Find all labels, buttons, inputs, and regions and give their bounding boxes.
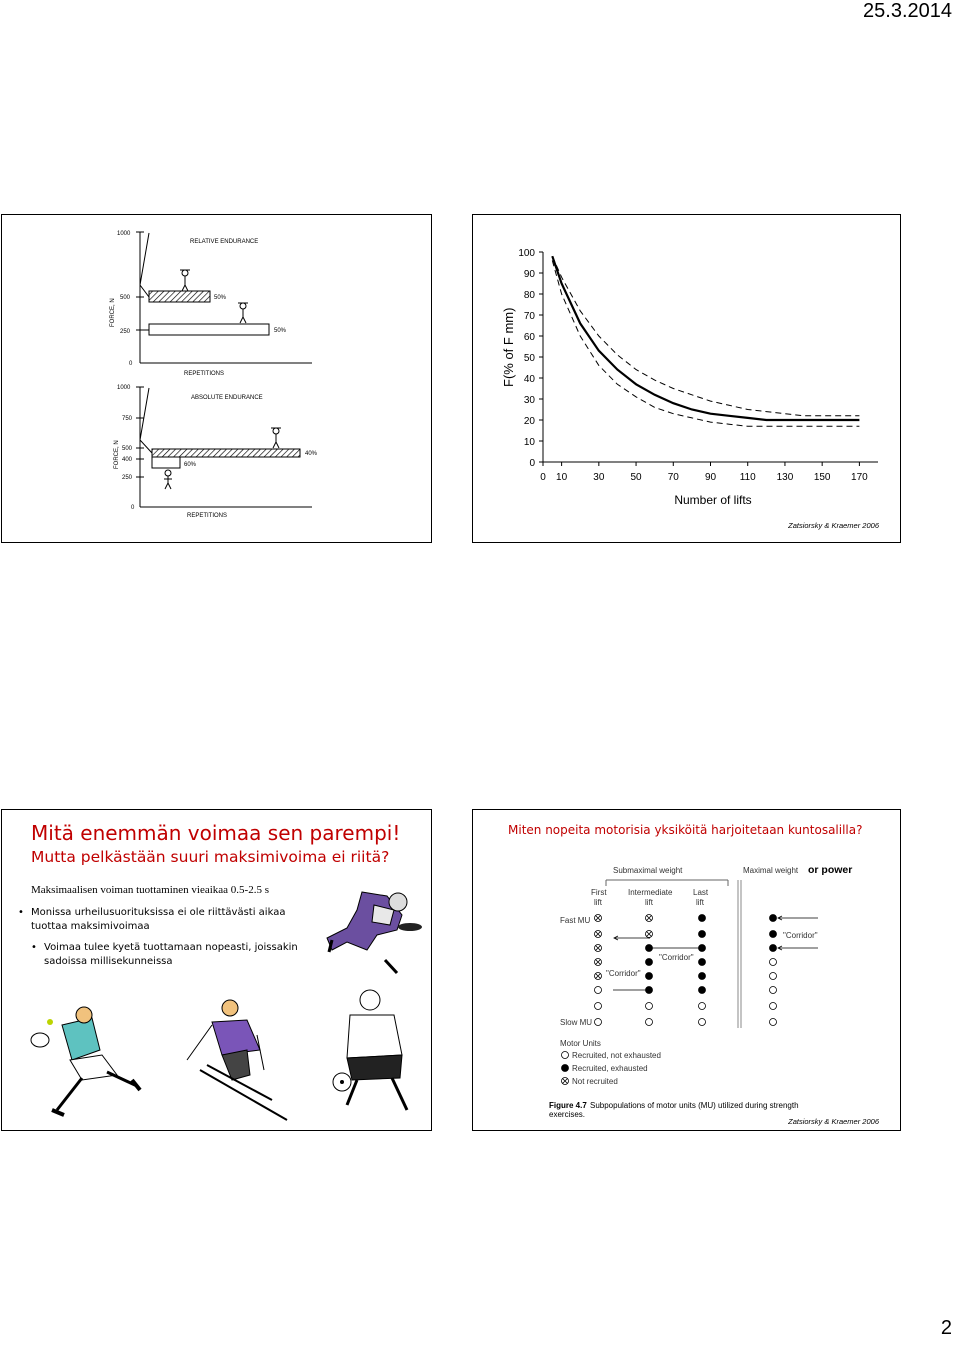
header-date: 25.3.2014 (863, 0, 952, 22)
abs-hatched-bar (152, 449, 300, 457)
rel-bar-label-2: 50% (274, 328, 287, 334)
slide3-intro: Maksimaalisen voiman tuottaminen vieaikaa 0.5-2.5 s (31, 884, 269, 896)
slide4-credit: Zatsiorsky & Kraemer 2006 (788, 1117, 879, 1126)
abs-tick-750: 750 (122, 416, 133, 422)
endurance-diagram (2, 215, 431, 542)
x-tick-label: 70 (667, 472, 679, 483)
mu-exhausted-icon (770, 931, 777, 938)
mu-exhausted-icon (699, 959, 706, 966)
mu-recruited-icon (595, 1019, 602, 1026)
figure-label: Figure 4.7 (549, 1101, 587, 1110)
absolute-title: ABSOLUTE ENDURANCE (191, 395, 263, 401)
legend-not-exhausted: Recruited, not exhausted (572, 1051, 661, 1060)
legend-open-icon (562, 1052, 569, 1059)
slide-motor-units (472, 809, 901, 1131)
y-tick-label: 10 (523, 437, 535, 448)
y-tick-label: 40 (523, 374, 535, 385)
legend-symbols (562, 1052, 569, 1085)
intermediate-lift-label: lift (645, 898, 653, 907)
mu-exhausted-icon (646, 973, 653, 980)
y-tick-label: 90 (523, 269, 535, 280)
rel-arrow-line (140, 233, 149, 297)
x-tick-label: 130 (776, 472, 794, 483)
corridor-label-1: "Corridor" (783, 931, 818, 940)
x-tick-label: 150 (813, 472, 831, 483)
rel-bar (149, 324, 269, 335)
rel-x-label: REPETITIONS (184, 371, 225, 377)
mu-recruited-icon (646, 1003, 653, 1010)
maximal-label: Maximal weight (743, 866, 799, 875)
series-line-2 (552, 256, 859, 420)
y-tick-label: 20 (523, 416, 535, 427)
abs-tick-0: 0 (131, 505, 135, 511)
slide4-title: Miten nopeita motorisia yksiköitä harjoitetaan kuntosalilla? (508, 823, 863, 837)
mu-recruited-icon (595, 987, 602, 994)
fast-mu-label: Fast MU (560, 916, 591, 925)
slide-force-chart (472, 214, 901, 543)
x-tick-label: 90 (704, 472, 717, 483)
y-tick-label: 60 (523, 332, 535, 343)
mu-exhausted-icon (699, 987, 706, 994)
corridor-label-3: "Corridor" (606, 969, 641, 978)
bullet-1-text: Monissa urheilusuorituksissa ei ole riittävästi aikaa tuottaa maksimivoimaa (31, 907, 286, 932)
mu-recruited-icon (699, 1019, 706, 1026)
mu-recruited-icon (770, 1019, 777, 1026)
corridor-arrows (613, 916, 818, 990)
mu-exhausted-icon (699, 931, 706, 938)
mu-recruited-icon (770, 973, 777, 980)
rel-bar-label-1: 50% (214, 295, 227, 301)
last-lift-label: lift (696, 898, 704, 907)
series-line-3 (552, 260, 859, 426)
abs-tick-500: 500 (122, 446, 133, 452)
x-tick-label: 170 (851, 472, 868, 483)
mu-exhausted-icon (699, 915, 706, 922)
page-number: 2 (940, 1317, 952, 1339)
y-tick-label: 30 (523, 395, 535, 406)
rel-tick-250: 250 (120, 329, 131, 335)
tennis-player-illustration (31, 1007, 140, 1115)
rel-tick-1000: 1000 (117, 231, 131, 237)
last-label: Last (693, 888, 709, 897)
x-tick-label: 50 (630, 472, 642, 483)
y-tick-label: 0 (529, 458, 535, 469)
rel-axis-label: FORCE, N (110, 298, 116, 327)
slide3-bullet-2: • Voimaa tulee kyetä tuottamaan nopeasti, joissakin sadoissa millisekunneissa (31, 942, 298, 967)
relative-title: RELATIVE ENDURANCE (190, 239, 259, 245)
chart-x-label: Number of lifts (674, 493, 752, 507)
rel-tick-500: 500 (120, 295, 131, 301)
x-tick-label: 110 (739, 472, 756, 483)
figure-caption-2: exercises. (549, 1110, 586, 1119)
slide3-title: Mitä enemmän voimaa sen parempi! (31, 821, 401, 845)
mu-recruited-icon (699, 1003, 706, 1010)
first-label: First (591, 888, 607, 897)
motor-unit-figure (473, 810, 900, 1130)
first-lift-label: lift (594, 898, 602, 907)
mu-exhausted-icon (699, 973, 706, 980)
corridor-label-2: "Corridor" (659, 953, 694, 962)
slide3-bullet-1: • Monissa urheilusuorituksissa ei ole riittävästi aikaa tuottaa maksimivoimaa (18, 907, 286, 932)
abs-arrow-line (140, 388, 152, 453)
mu-recruited-icon (770, 1003, 777, 1010)
chart-y-label: F(% of F mm) (501, 307, 516, 387)
mu-exhausted-icon (770, 945, 777, 952)
rel-hatched-bar (149, 291, 210, 302)
slide3-subtitle: Mutta pelkästään suuri maksimivoima ei riitä? (31, 848, 390, 866)
legend-not-recruited: Not recruited (572, 1077, 618, 1086)
x-tick-label: 30 (593, 472, 605, 483)
intermediate-label: Intermediate (628, 888, 673, 897)
submaximal-label: Submaximal weight (613, 866, 683, 875)
abs-tick-400: 400 (122, 457, 133, 463)
mu-recruited-icon (646, 1019, 653, 1026)
abs-tick-250: 250 (122, 475, 133, 481)
figure-caption-1: Subpopulations of motor units (MU) utilized during strength (590, 1101, 799, 1110)
legend-filled-icon (562, 1065, 569, 1072)
slow-mu-label: Slow MU (560, 1018, 593, 1027)
rel-tick-0: 0 (129, 361, 133, 367)
y-tick-label: 70 (523, 311, 535, 322)
abs-x-label: REPETITIONS (187, 513, 228, 519)
mu-exhausted-icon (646, 959, 653, 966)
mu-recruited-icon (770, 987, 777, 994)
mu-recruited-icon (595, 1003, 602, 1010)
abs-bar-label-2: 60% (184, 462, 197, 468)
series-line-1 (552, 256, 859, 416)
legend-title: Motor Units (560, 1039, 601, 1048)
y-tick-label: 50 (523, 353, 535, 364)
abs-bar (152, 457, 180, 468)
abs-bar-label-1: 40% (305, 451, 318, 457)
or-power-label: or power (808, 864, 853, 876)
legend-exhausted: Recruited, exhausted (572, 1064, 648, 1073)
mu-recruited-icon (770, 959, 777, 966)
x-tick-label: 0 (540, 472, 546, 483)
force-vs-lifts-chart (473, 215, 900, 542)
x-tick-label: 10 (556, 472, 568, 483)
athlete-illustrations (2, 810, 431, 1130)
slide-max-force (1, 809, 432, 1131)
chart-credit: Zatsiorsky & Kraemer 2006 (788, 521, 879, 530)
bullet-2-text: Voimaa tulee kyetä tuottamaan nopeasti, joissakin sadoissa millisekunneissa (44, 942, 298, 967)
abs-tick-1000: 1000 (117, 385, 131, 391)
soccer-player-illustration (333, 990, 407, 1110)
mu-exhausted-icon (770, 915, 777, 922)
hockey-player-illustration (324, 892, 429, 976)
slide-endurance-diagrams (1, 214, 432, 543)
abs-axis-label: FORCE, N (114, 440, 120, 469)
skier-illustration (187, 1000, 287, 1120)
y-tick-label: 100 (518, 248, 535, 259)
y-tick-label: 80 (523, 290, 535, 301)
